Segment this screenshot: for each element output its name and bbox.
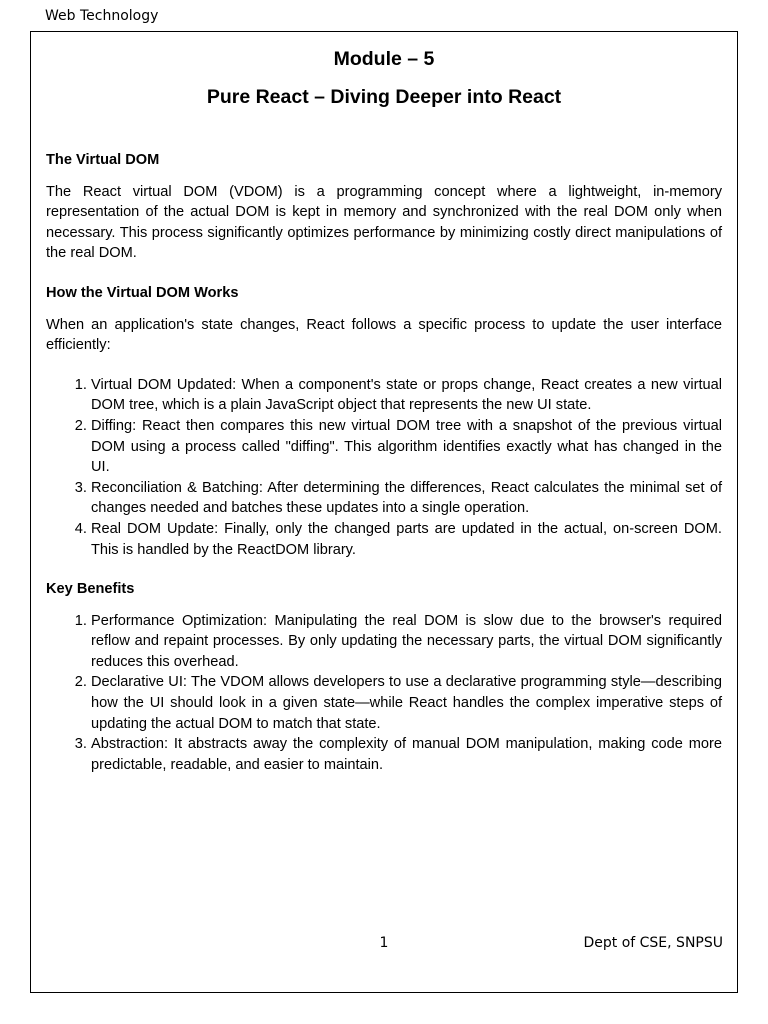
module-title: Module – 5 xyxy=(333,48,435,70)
list-item: 4. Real DOM Update: Finally, only the changed parts are updated in the actual, on-screen DOM. This is handled by the ReactDOM library. xyxy=(91,519,722,560)
page-number: 1 xyxy=(379,935,389,951)
running-header: Web Technology xyxy=(45,8,159,24)
how-it-works-intro: When an application's state changes, React follows a specific process to update the user interface efficiently: xyxy=(46,316,722,354)
key-benefits-list xyxy=(46,611,722,776)
list-item: 3. Abstraction: It abstracts away the complexity of manual DOM manipulation, making code more predictable, readable, and easier to maintain. xyxy=(91,734,722,775)
virtual-dom-paragraph: The React virtual DOM (VDOM) is a programming concept where a lightweight, in-memory representation of the actual DOM is kept in memory and synchronized with the real DOM only when necessary. This process significantly optimizes performance by minimizing costly direct manipulations of the real DOM. xyxy=(46,183,722,262)
section-heading-key-benefits: Key Benefits xyxy=(46,581,135,598)
list-item: 2. Declarative UI: The VDOM allows developers to use a declarative programming style—describing how the UI should look in a given state—while React handles the complex imperative steps of updating the actual DOM to match that state. xyxy=(91,672,722,734)
list-item: 3. Reconciliation & Batching: After determining the differences, React calculates the minimal set of changes needed and batches these updates into a single operation. xyxy=(91,478,722,519)
page-frame xyxy=(30,31,738,993)
section-heading-virtual-dom: The Virtual DOM xyxy=(46,152,160,168)
list-item: 1. Performance Optimization: Manipulating the real DOM is slow due to the browser's required reflow and repaint processes. By only updating the necessary parts, the virtual DOM significantly reduces this overhead. xyxy=(91,611,722,673)
section-heading-how-it-works: How the Virtual DOM Works xyxy=(46,284,239,301)
list-item: 2. Diffing: React then compares this new virtual DOM tree with a snapshot of the previous virtual DOM using a process called "diffing". This algorithm identifies exactly what has changed in the UI. xyxy=(91,416,722,478)
footer-department: Dept of CSE, SNPSU xyxy=(583,935,723,951)
how-it-works-steps xyxy=(46,375,722,560)
page-content xyxy=(46,32,722,775)
module-subtitle: Pure React – Diving Deeper into React xyxy=(206,86,562,108)
list-item: 1. Virtual DOM Updated: When a component's state or props change, React creates a new virtual DOM tree, which is a plain JavaScript object that represents the new UI state. xyxy=(91,375,722,416)
